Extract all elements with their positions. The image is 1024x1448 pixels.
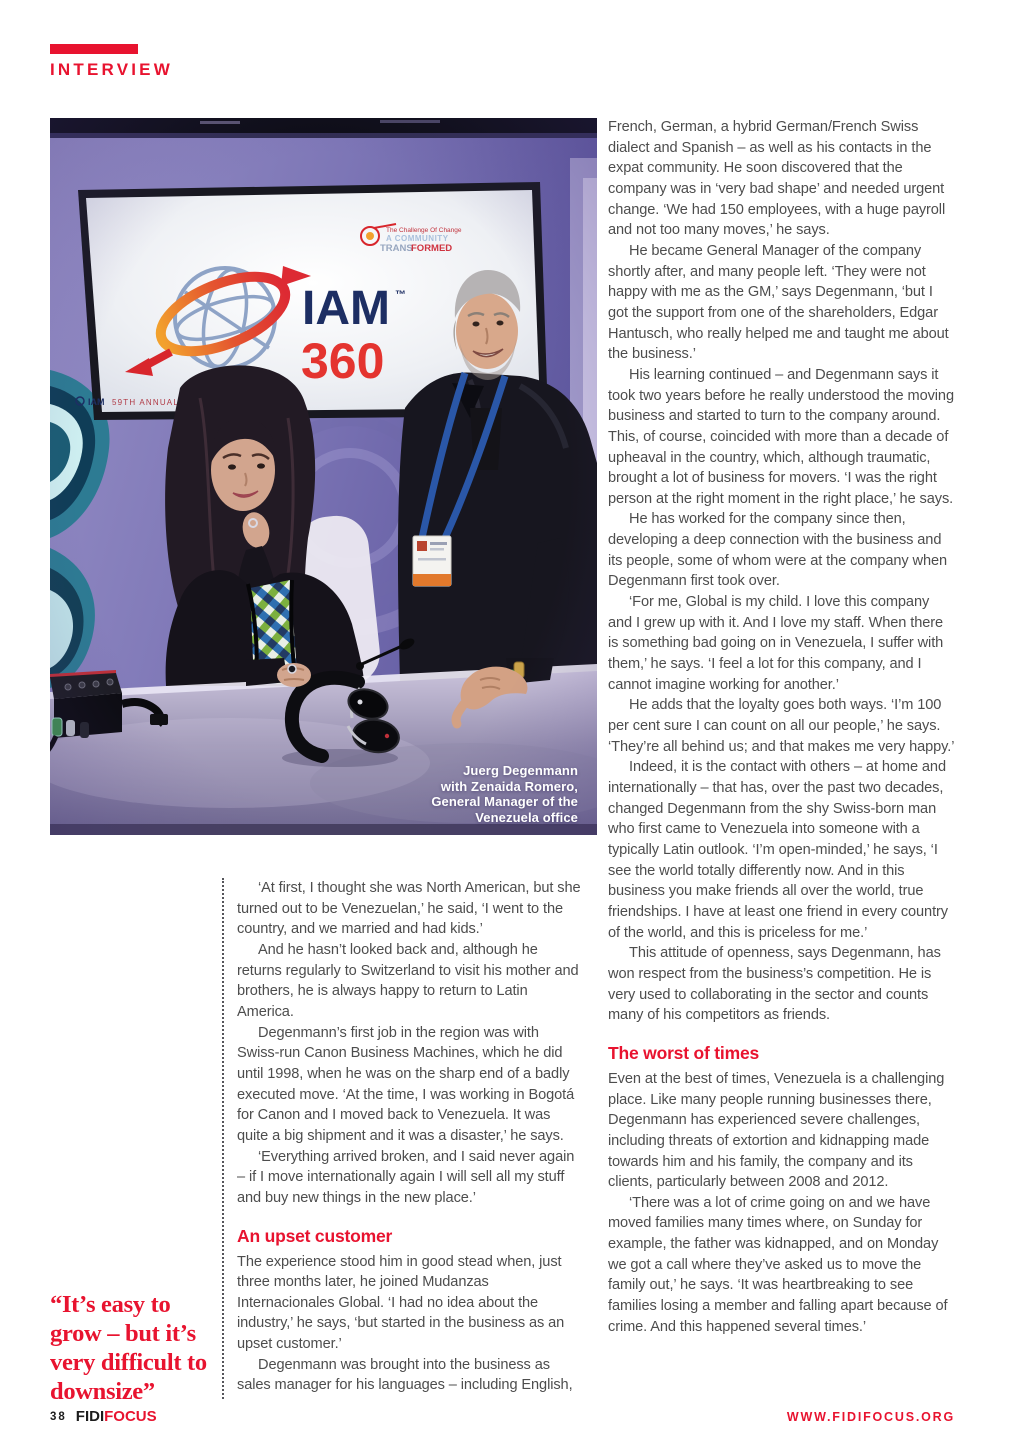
section-marker-bar [50,44,138,54]
paragraph: Indeed, it is the contact with others – at home and internationally – that has, over the past two decades, changed Degenmann from the shy Swiss-born man who first came to Venezuela into someone with a typically Latin outlook. ‘I’m open-minded,’ he says, ‘I see the world totally differently now. And in this business you make friends all over the world, true friendships. I have at least one friend in every country of the world, and this is priceless for me.’ [608,759,948,941]
vignette-overlay [50,118,597,835]
caption-line: with Zenaida Romero, [440,778,578,794]
subheading-worst-of-times: The worst of times [608,1042,760,1063]
paragraph: The experience stood him in good stead when, just three months later, he joined Mudanzas Internacionales Global. ‘I had no idea about the industry,’ he says, ‘but started in the business as an upset customer.’ [237,1253,565,1353]
paragraph: And he hasn’t looked back and, although he returns regularly to Switzerland to visit his mother and brothers, he is always happy to return to Latin America. [237,941,579,1020]
caption-line: Juerg Degenmann [463,763,578,778]
pull-quote-line: “It’s easy to [50,1291,171,1318]
paragraph: French, German, a hybrid German/French Swiss dialect and Spanish – as well as his contacts in the expat community. He soon discovered that the company was in ‘very bad shape’ and needed urgent change. ‘We had 150 employees, with a huge payroll and not too many moves,’ he says. [608,119,946,239]
paragraph: ‘At first, I thought she was North American, but she turned out to be Venezuelan,’ he said, ‘I went to the country, and we married and had kids.’ [237,880,581,938]
pull-quote-line: very difficult to [50,1349,207,1376]
paragraph: ‘Everything arrived broken, and I said never again – if I move internationally again I will sell all my stuff and buy new things in the new place.’ [237,1148,575,1206]
paragraph: He became General Manager of the company shortly after, and many people left. ‘They were not happy with me as the GM,’ says Degenmann, ‘but I got the support from one of the shareholders, Edgar Hantusch, who really helped me and taught me about the business.’ [608,242,949,363]
brand-focus: FOCUS [104,1408,157,1425]
paragraph: He adds that the loyalty goes both ways. ‘I’m 100 per cent sure I can count on all our people,’ he says. ‘They’re all behind us; and that makes me very happy.’ [608,697,955,755]
website-link[interactable]: WWW.FIDIFOCUS.ORG [786,1410,955,1424]
brand-fidi: FIDI [75,1408,105,1425]
article-column-left [222,878,582,1399]
subheading-upset-customer: An upset customer [237,1225,393,1246]
photo-caption [431,763,578,825]
paragraph: Even at the best of times, Venezuela is a challenging place. Like many people running businesses there, Degenmann has experienced severe challenges, including threats of extortion and kidnapping made towards him and his family, the company and its clients, particularly between 2008 and 2012. [608,1070,945,1191]
paragraph: Degenmann’s first job in the region was with Swiss-run Canon Business Machines, which he did until 1998, when he was on the sharp end of a badly executed move. ‘At the time, I was working in Bogotá for Canon and I moved back to Venezuela. It was quite a big shipment and it was a disaster,’ he says. [237,1024,575,1144]
caption-line: General Manager of the [431,794,578,809]
article-column-right [608,117,956,1337]
paragraph: He has worked for the company since then, developing a deep connection with the business and its people, some of whom were at the company when Degenmann first took over. [608,511,948,590]
paragraph: Degenmann was brought into the business as sales manager for his languages – including English, [237,1356,573,1394]
pull-quote-line: downsize” [50,1378,155,1405]
interview-photo [50,118,597,835]
paragraph: ‘There was a lot of crime going on and we have moved families many times where, on Sunday for example, the father was kidnapped, and on Monday we got a call where they’ve asked us to move the family out,’ he says. ‘It was heartbreaking to see families losing a member and falling apart because of crime. And this happened several times.’ [608,1194,948,1335]
caption-line: Venezuela office [475,809,578,825]
pull-quote-line: grow – but it’s [50,1320,196,1347]
page-number: 38 [50,1411,67,1423]
paragraph: His learning continued – and Degenmann says it took two years before he really understood the moving business and started to turn to the company around. This, of course, coincided with more than a decade of upheaval in the country, which, although traumatic, brought a lot of business for movers. ‘I was the right person at the right moment in the right place,’ he says. [608,366,954,507]
section-label: INTERVIEW [50,60,173,79]
paragraph: ‘For me, Global is my child. I love this company and I grew up with it. And I love my staff. When there is something bad going on in Venezuela, I suffer with them,’ he says. ‘I feel a lot for this company, and I cannot imagine working for another.’ [608,594,944,693]
footer-folio [50,1408,157,1425]
pull-quote [50,1290,235,1406]
photo-illustration [50,118,597,835]
paragraph: This attitude of openness, says Degenmann, has won respect from the business’s competition. He is very used to collaborating in the sector and counts many of his competitors as friends. [608,945,941,1024]
